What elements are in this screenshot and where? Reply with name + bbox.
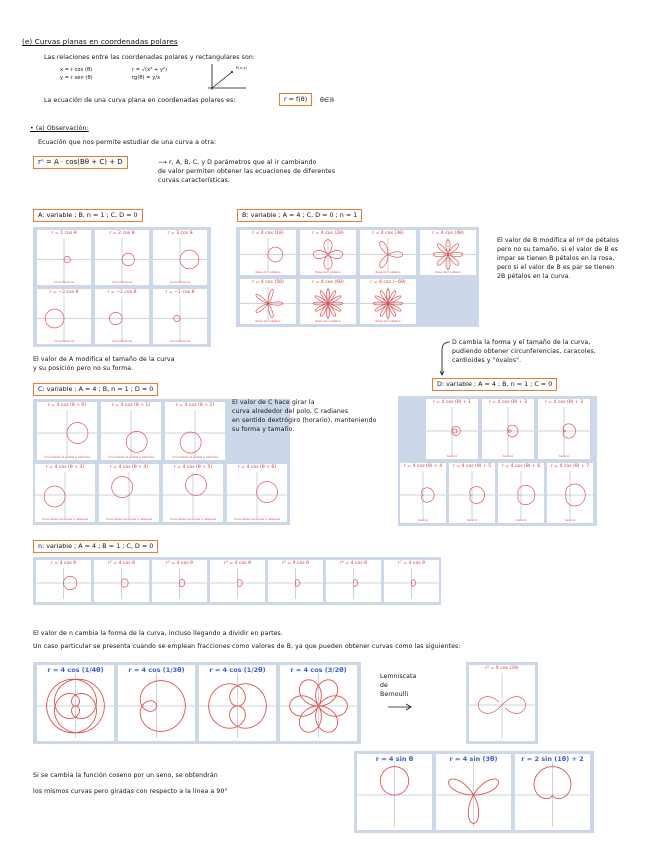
polar-plot: [240, 279, 296, 324]
polar-plot-graphic: [357, 754, 432, 830]
polar-plot: [360, 230, 416, 275]
bracket-arrow-icon: [438, 340, 452, 376]
plot-caption: r = 4 cos (θ) + 5: [452, 464, 492, 469]
plot-footer: Circunferencia girada C radianes: [108, 455, 154, 459]
plot-caption: r⁴ = 4 cos θ: [224, 561, 251, 566]
intro-text: Las relaciones entre las coordenadas polares y rectangulares son:: [44, 54, 256, 61]
polar-curve: [257, 482, 278, 503]
plot-caption: r = 4 cos (θ) + 2: [488, 400, 528, 405]
polar-plot-graphic: [498, 463, 544, 523]
polar-plot: [240, 230, 296, 275]
curve-text: La ecuación de una curva plana en coordenadas polares es:: [44, 97, 236, 104]
plot-footer: Rosa de n pétalos: [375, 319, 401, 323]
polar-plot-graphic: [420, 230, 476, 275]
polar-plot: [153, 289, 207, 344]
section-b-panel: [236, 227, 479, 327]
plot-caption: r = −1 cos θ: [165, 290, 195, 295]
polar-plot-graphic: [99, 464, 159, 522]
plot-caption: r = 4 cos (4θ): [432, 231, 464, 236]
plot-footer: Caracol: [515, 518, 527, 522]
polar-plot: [99, 464, 159, 522]
plot-caption: r = 4 cos (θ) + 7: [550, 464, 590, 469]
arrow-right-icon: [386, 703, 414, 711]
plot-caption: r = 4 cos (1/3θ): [128, 666, 185, 674]
section-c-note: El valor de C hace girar la curva alrededor del polo, C radianes en sentido dextrógiro (horario), manteniendo su forma y tamaño.: [232, 399, 377, 433]
polar-plot: [37, 230, 91, 285]
polar-plot: [163, 464, 223, 522]
plot-footer: Caracol: [446, 454, 458, 458]
lemniscate-label: Lemniscata de Bernoulli: [380, 673, 417, 698]
polar-plot: [199, 665, 276, 741]
polar-plot-graphic: [268, 560, 323, 602]
section-d-label: D: variable ; A = 4 ; B, n = 1 ; C = 0: [432, 378, 557, 391]
plot-footer: Caracol: [502, 454, 514, 458]
polar-plot-graphic: [436, 754, 511, 830]
section-c-label: C: variable ; A = 4 ; B, n = 1 ; D = 0: [33, 383, 158, 396]
plot-caption: r = −3 cos θ: [49, 290, 79, 295]
section-n-note-2: Un caso particular se presenta cuando se emplean fracciones como valores de B, ya que pueden obtener curvas como las siguientes:: [33, 643, 461, 650]
plot-caption: r = 4 cos (5θ): [252, 280, 284, 285]
section-a-note: El valor de A modifica el tamaño de la curva y su posición pero no su forma.: [33, 356, 175, 372]
polar-plot-graphic: [240, 279, 296, 324]
polar-plot-graphic: [101, 402, 161, 460]
plot-caption: r = 4 cos (3/2θ): [290, 666, 347, 674]
polar-plot: [547, 463, 593, 523]
polar-plot: [400, 463, 446, 523]
plot-caption: r = 4 cos (2θ): [312, 231, 344, 236]
section-d-note: D cambia la forma y el tamaño de la curva, pudiendo obtener circunferencias, caracoles, cardioides y "óvalos".: [452, 339, 596, 364]
polar-plot-graphic: [118, 665, 195, 741]
plot-footer: Circunferencia: [53, 339, 75, 343]
polar-plot-graphic: [37, 402, 97, 460]
section-n-panel: [33, 557, 441, 605]
plot-footer: Circunferencia: [53, 280, 75, 284]
plot-footer: Caracol: [466, 518, 478, 522]
plot-caption: r = 4 cos (θ + 4): [109, 465, 149, 470]
polar-plot-graphic: [482, 399, 534, 459]
polar-curve: [180, 432, 201, 453]
plot-caption: r = 4 cos (θ + 3): [45, 465, 85, 470]
plot-caption: r² = 9 cos (2θ): [485, 666, 519, 671]
polar-plot-graphic: [469, 665, 535, 741]
plot-footer: Circunferencia girada C radianes: [42, 517, 88, 521]
plot-caption: r = −2 cos θ: [107, 290, 137, 295]
polar-plot-graphic: [240, 230, 296, 275]
plot-caption: r = 4 cos (6θ): [312, 280, 344, 285]
polar-plot-graphic: [384, 560, 439, 602]
plot-footer: Circunferencia: [111, 339, 133, 343]
sine-note-1: Si se cambia la función coseno por un seno, se obtendrán: [33, 772, 218, 779]
plot-footer: Caracol: [558, 454, 570, 458]
plot-caption: r = 4 cos (−6θ): [370, 280, 406, 285]
polar-plot: [300, 230, 356, 275]
plot-caption: r = 4 cos (θ) + 4: [403, 464, 443, 469]
plot-caption: r⁵ = 4 cos θ: [282, 561, 309, 566]
polar-plot-graphic: [163, 464, 223, 522]
eq-left: x = r cos (θ) y = r sen (θ): [60, 67, 93, 81]
section-n-label: n: variable ; A = 4 ; B = 1 ; C, D = 0: [33, 540, 158, 553]
polar-curve: [44, 486, 65, 507]
polar-plot: [227, 464, 287, 522]
polar-plot-graphic: [37, 665, 114, 741]
plot-footer: Circunferencia girada C radianes: [170, 517, 216, 521]
polar-plot: [498, 463, 544, 523]
section-d-panel: [398, 396, 597, 526]
polar-plot-graphic: [153, 289, 207, 344]
eq-right: r = √(x² + y²) tg(θ) = y/x: [132, 67, 168, 81]
plot-footer: Circunferencia girada C radianes: [234, 517, 280, 521]
curve-equation-box: r = f(θ): [279, 93, 312, 106]
plot-caption: r³ = 4 cos θ: [166, 561, 193, 566]
polar-plot-graphic: [400, 463, 446, 523]
plot-footer: Circunferencia girada C radianes: [44, 455, 90, 459]
polar-plot: [153, 230, 207, 285]
plot-caption: r = 4 cos (θ) + 6: [501, 464, 541, 469]
polar-plot-graphic: [326, 560, 381, 602]
plot-caption: r = 4 cos (3θ): [372, 231, 404, 236]
plot-footer: Caracol: [564, 518, 576, 522]
plot-caption: r = 2 sin (1θ) + 2: [521, 755, 584, 763]
section-n-note-1: El valor de n cambia la forma de la curva, incluso llegando a dividir en partes.: [33, 630, 283, 637]
polar-plot-graphic: [227, 464, 287, 522]
plot-caption: r = 4 cos (θ + 2): [175, 403, 215, 408]
plot-footer: Caracol: [417, 518, 429, 522]
sine-note-2: los mismos curvas pero giradas con respecto a la línea a 90°: [33, 788, 228, 795]
plot-caption: r = 4 cos (θ + 6): [237, 465, 277, 470]
page-title: (e) Curvas planas en coordenadas polares: [22, 37, 178, 46]
plot-footer: Circunferencia girada C radianes: [106, 517, 152, 521]
polar-plot: [420, 230, 476, 275]
plot-footer: Circunferencia: [169, 339, 191, 343]
plot-caption: r = 4 cos (1/2θ): [209, 666, 266, 674]
polar-curve: [186, 474, 207, 495]
sine-panel: [354, 751, 594, 833]
polar-plot: [152, 560, 207, 602]
polar-plot-graphic: [37, 230, 91, 285]
polar-plot-graphic: [449, 463, 495, 523]
plot-footer: Rosa de n pétalos: [315, 270, 341, 274]
section-b-label: B: variable ; A = 4 ; C, D = 0 ; n = 1: [237, 209, 362, 222]
polar-plot-graphic: [515, 754, 590, 830]
plot-caption: r = 2 cos θ: [109, 231, 135, 236]
plot-caption: r = 4 cos θ: [50, 561, 77, 566]
polar-plot: [210, 560, 265, 602]
polar-plot: [268, 560, 323, 602]
plot-caption: r² = 4 cos θ: [108, 561, 135, 566]
plot-caption: r⁷ = 4 cos θ: [398, 561, 425, 566]
polar-plot: [35, 464, 95, 522]
polar-plot: [482, 399, 534, 459]
plot-caption: r⁶ = 4 cos θ: [340, 561, 367, 566]
polar-plot: [101, 402, 161, 460]
polar-plot: [360, 279, 416, 324]
polar-plot-graphic: [360, 230, 416, 275]
plot-caption: r = 1 cos θ: [51, 231, 77, 236]
polar-plot: [449, 463, 495, 523]
polar-plot-graphic: [300, 279, 356, 324]
section-a-panel: [33, 227, 211, 347]
polar-plot-graphic: [95, 289, 149, 344]
plot-footer: Rosa de n pétalos: [435, 270, 461, 274]
polar-plot-graphic: [210, 560, 265, 602]
polar-plot: [95, 230, 149, 285]
plot-caption: r = 4 sin θ: [375, 755, 414, 763]
polar-plot: [426, 399, 478, 459]
polar-plot: [357, 754, 432, 830]
plot-caption: r = 3 cos θ: [167, 231, 193, 236]
plot-caption: r = 4 cos (θ) + 3: [544, 400, 584, 405]
polar-plot: [37, 665, 114, 741]
polar-plot: [469, 665, 535, 741]
observation-text: Ecuación que nos permite estudiar de una curva a otra:: [38, 139, 217, 146]
polar-plot: [36, 560, 91, 602]
polar-plot-graphic: [426, 399, 478, 459]
polar-plot-graphic: [360, 279, 416, 324]
plot-footer: Circunferencia girada C radianes: [172, 455, 218, 459]
polar-plot: [515, 754, 590, 830]
curve-condition: θ∈ℝ: [320, 97, 335, 104]
plot-footer: Circunferencia: [111, 280, 133, 284]
point-label: P(x,y): [236, 66, 247, 70]
plot-caption: r = 4 sin (3θ): [449, 755, 498, 763]
plot-footer: Circunferencia: [169, 280, 191, 284]
polar-plot: [436, 754, 511, 830]
polar-plot-graphic: [153, 230, 207, 285]
section-a-label: A: variable ; B, n = 1 ; C, D = 0: [33, 209, 143, 222]
plot-caption: r = 4 cos (θ) + 1: [432, 400, 472, 405]
lemniscate-panel: [466, 662, 538, 744]
plot-footer: Rosa de n pétalos: [255, 270, 281, 274]
polar-plot: [300, 279, 356, 324]
polar-plot-graphic: [95, 230, 149, 285]
polar-plot-graphic: [94, 560, 149, 602]
polar-plot-graphic: [280, 665, 357, 741]
parameters-text: ⟶ r, A, B, C, y D parámetros que al ir cambiando de valor permiten obtener las ecuaciones de diferentes curvas características.: [158, 159, 336, 184]
main-equation-box: rⁿ = A · cos(Bθ + C) + D: [33, 156, 128, 169]
plot-footer: Rosa de n pétalos: [255, 319, 281, 323]
plot-caption: r = 4 cos (θ + 5): [173, 465, 213, 470]
polar-plot-graphic: [538, 399, 590, 459]
polar-plot: [538, 399, 590, 459]
polar-curve: [126, 431, 147, 452]
polar-plot: [37, 402, 97, 460]
polar-plot: [95, 289, 149, 344]
observation-heading: • (a) Observación:: [30, 125, 89, 132]
plot-caption: r = 4 cos (θ + 1): [111, 403, 151, 408]
polar-plot-graphic: [35, 464, 95, 522]
polar-plot-graphic: [152, 560, 207, 602]
polar-plot: [280, 665, 357, 741]
polar-plot-graphic: [37, 289, 91, 344]
plot-footer: Rosa de n pétalos: [375, 270, 401, 274]
fraction-panel: [33, 662, 361, 744]
polar-plot: [384, 560, 439, 602]
polar-plot-graphic: [165, 402, 225, 460]
polar-plot: [94, 560, 149, 602]
polar-plot-graphic: [547, 463, 593, 523]
polar-plot: [165, 402, 225, 460]
plot-caption: r = 4 cos (θ + 0): [47, 403, 87, 408]
polar-plot: [118, 665, 195, 741]
polar-curve: [112, 477, 133, 498]
plot-footer: Rosa de n pétalos: [315, 319, 341, 323]
polar-plot: [326, 560, 381, 602]
section-b-note: El valor de B modifica el nº de pétalos pero no su tamaño, si el valor de B es impar se tienen B pétalos en la rosa, pero si el valor de B es par se tienen 2B pétalos en la curva.: [497, 237, 620, 280]
polar-plot: [37, 289, 91, 344]
polar-plot-graphic: [36, 560, 91, 602]
plot-caption: r = 4 cos (1/4θ): [47, 666, 104, 674]
plot-caption: r = 4 cos (1θ): [252, 231, 284, 236]
polar-plot-graphic: [199, 665, 276, 741]
polar-plot-graphic: [300, 230, 356, 275]
